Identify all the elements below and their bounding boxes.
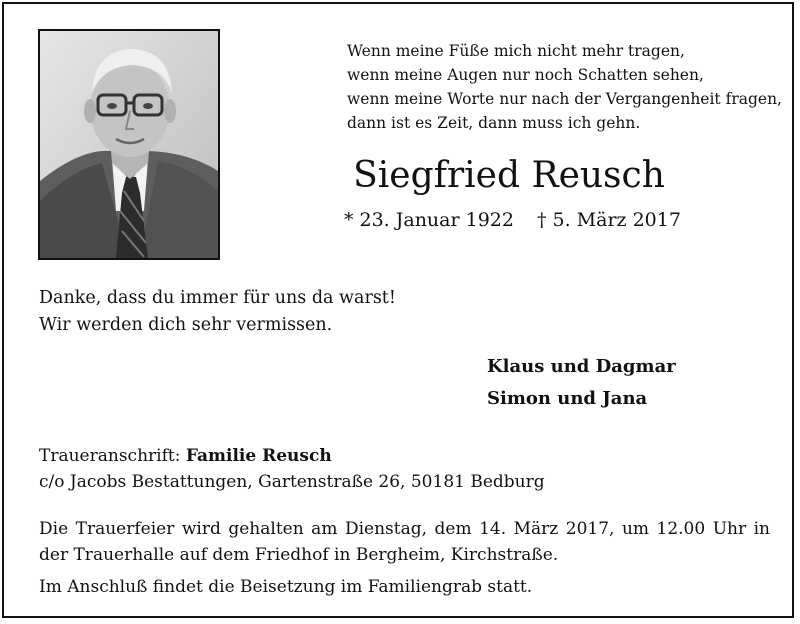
portrait-photo <box>38 29 220 260</box>
poem-line: Wenn meine Füße mich nicht mehr tragen, <box>347 42 685 60</box>
signer: Klaus und Dagmar <box>487 356 676 377</box>
poem-line: wenn meine Augen nur noch Schatten sehen, <box>347 66 704 84</box>
burial-info: Im Anschluß findet die Beisetzung im Familiengrab statt. <box>39 577 533 597</box>
address-line-2: c/o Jacobs Bestattungen, Gartenstraße 26, 50181 Bedburg <box>39 472 545 492</box>
death-date-line <box>537 207 681 233</box>
birth-date-line <box>344 207 514 233</box>
death-date: 5. März 2017 <box>552 209 681 231</box>
ceremony-info: Die Trauerfeier wird gehalten am Dienstag, dem 14. März 2017, um 12.00 Uhr in der Trauerhalle auf dem Friedhof in Bergheim, Kirchstraße. <box>39 519 770 565</box>
signer: Simon und Jana <box>487 388 648 409</box>
address-line-1 <box>39 443 545 469</box>
thanks-line: Danke, dass du immer für uns da warst! <box>39 288 396 308</box>
death-cross-icon: † <box>537 209 547 231</box>
address-family: Familie Reusch <box>185 446 332 466</box>
signers <box>487 351 676 415</box>
mourning-address <box>39 443 545 495</box>
portrait-illustration <box>40 31 218 258</box>
birth-date: 23. Januar 1922 <box>359 209 514 231</box>
thanks-line: Wir werden dich sehr vermissen. <box>39 315 333 335</box>
poem-line: dann ist es Zeit, dann muss ich gehn. <box>347 114 641 132</box>
address-label: Traueranschrift: <box>39 446 181 466</box>
birth-star-icon: * <box>344 209 354 231</box>
poem <box>347 39 782 135</box>
poem-line: wenn meine Worte nur nach der Vergangenheit fragen, <box>347 90 782 108</box>
thanks-message <box>39 285 396 339</box>
obituary-frame <box>2 2 794 618</box>
deceased-name: Siegfried Reusch <box>353 155 665 196</box>
